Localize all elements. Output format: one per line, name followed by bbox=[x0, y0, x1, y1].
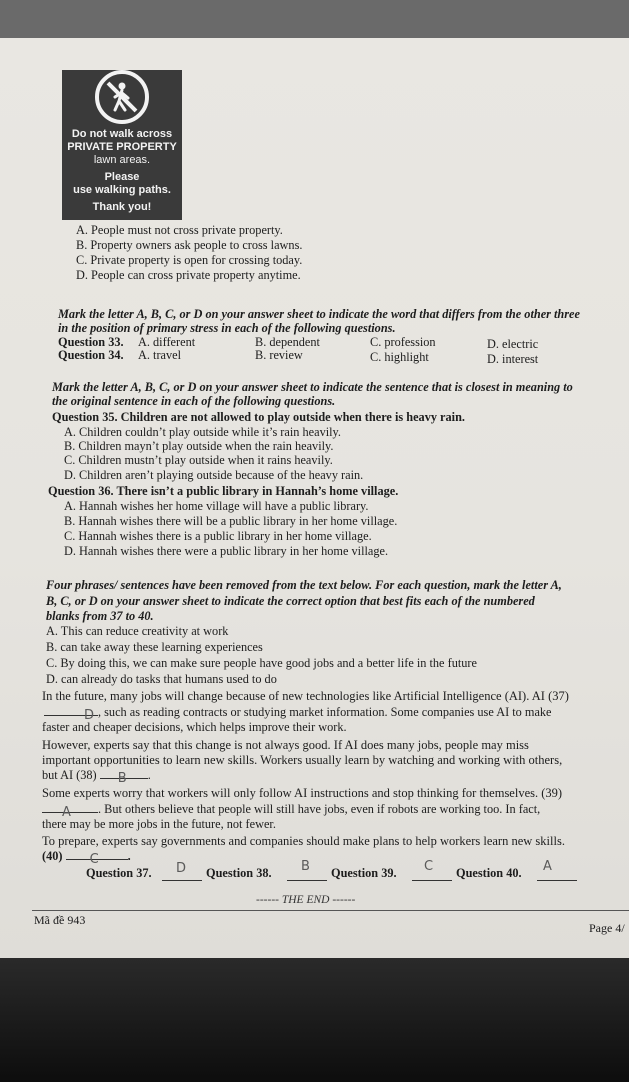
q32-option-b: B. Property owners ask people to cross lawns. bbox=[76, 238, 303, 252]
blank-39 bbox=[42, 805, 98, 820]
answer-39-label: Question 39. bbox=[331, 866, 397, 880]
passage-line-8: A . But others believe that people will still have jobs, even if robots are working too. In fact, bbox=[42, 802, 540, 816]
q34-option-d: D. interest bbox=[487, 352, 539, 366]
blank-37-mark: D bbox=[84, 708, 95, 723]
answer-38-mark: B bbox=[301, 859, 310, 874]
q36-option-c: C. Hannah wishes there is a public library in her home village. bbox=[64, 529, 372, 543]
no-walking-sign bbox=[62, 70, 182, 220]
sign-line-2: PRIVATE PROPERTY bbox=[67, 141, 177, 153]
q33-option-c: C. profession bbox=[370, 335, 436, 349]
answer-39[interactable] bbox=[412, 859, 452, 884]
closest-instruction-1: Mark the letter A, B, C, or D on your answer sheet to indicate the sentence that is closest in meaning to bbox=[52, 380, 573, 394]
passage-line-1: In the future, many jobs will change because of new technologies like Artificial Intelligence (AI). AI (37) bbox=[42, 689, 569, 703]
phrase-option-d: D. can already do tasks that humans used to do bbox=[46, 672, 277, 686]
sign-line-6: Thank you! bbox=[92, 201, 152, 213]
the-end-marker: ------ THE END ------ bbox=[256, 894, 356, 906]
q35-option-c: C. Children mustn’t play outside when it rains heavily. bbox=[64, 453, 333, 467]
stress-instruction-1: Mark the letter A, B, C, or D on your answer sheet to indicate the word that differs from the other three bbox=[58, 307, 580, 321]
q32-option-a: A. People must not cross private property. bbox=[76, 223, 283, 237]
q36-option-d: D. Hannah wishes there were a public library in her home village. bbox=[64, 544, 389, 558]
q36-stem: Question 36. There isn’t a public library in Hannah’s home village. bbox=[48, 484, 399, 498]
answer-38-label: Question 38. bbox=[206, 866, 272, 880]
q33-option-d: D. electric bbox=[487, 337, 539, 351]
blank-37 bbox=[44, 708, 98, 723]
phrases-instruction-3: blanks from 37 to 40. bbox=[46, 609, 154, 623]
answer-37-mark: D bbox=[176, 861, 187, 876]
no-walking-icon bbox=[95, 70, 149, 124]
footer-rule bbox=[32, 910, 629, 911]
phrases-instruction-2: B, C, or D on your answer sheet to indicate the correct option that best fits each of the numbered bbox=[46, 594, 535, 608]
passage-line-7: Some experts worry that workers will only follow AI instructions and stop thinking for themselves. (39) bbox=[42, 786, 563, 800]
answer-39-mark: C bbox=[424, 859, 434, 874]
q33-option-a: A. different bbox=[138, 335, 196, 349]
q35-option-b: B. Children mayn’t play outside when the rain heavily. bbox=[64, 439, 334, 453]
answer-37-label: Question 37. bbox=[86, 866, 152, 880]
sign-line-3: lawn areas. bbox=[93, 154, 151, 166]
q33-option-b: B. dependent bbox=[255, 335, 320, 349]
q35-stem: Question 35. Children are not allowed to play outside when there is heavy rain. bbox=[52, 410, 465, 424]
blank-38 bbox=[100, 771, 148, 786]
q34-option-a: A. travel bbox=[138, 348, 182, 362]
q36-option-a: A. Hannah wishes her home village will have a public library. bbox=[64, 499, 369, 513]
phrase-option-b: B. can take away these learning experiences bbox=[46, 640, 263, 654]
q34-label: Question 34. bbox=[58, 348, 124, 362]
q34-option-b: B. review bbox=[255, 348, 303, 362]
phrase-option-a: A. This can reduce creativity at work bbox=[46, 624, 229, 638]
blank-38-mark: B bbox=[117, 771, 127, 786]
passage-line-5: important opportunities to learn new skills. Workers usually learn by watching and working with others, bbox=[42, 753, 563, 767]
passage-line-11: (40) C . bbox=[42, 849, 131, 867]
sign-line-5: use walking paths. bbox=[73, 184, 171, 196]
answer-38[interactable] bbox=[287, 859, 327, 884]
closest-instruction-2: the original sentence in each of the following questions. bbox=[52, 394, 336, 408]
passage-line-10: To prepare, experts say governments and companies should make plans to help workers learn new skills. bbox=[42, 834, 565, 848]
passage-line-3: faster and cheaper decisions, which helps improve their work. bbox=[42, 720, 347, 734]
page-number: Page 4/ bbox=[589, 921, 625, 935]
passage-line-2: D , such as reading contracts or studying market information. Some companies use AI to make bbox=[44, 705, 552, 719]
answer-40-label: Question 40. bbox=[456, 866, 522, 880]
stress-instruction-2: in the position of primary stress in each of the following questions. bbox=[58, 321, 396, 335]
passage-line-9: there may be more jobs in the future, not fewer. bbox=[42, 817, 276, 831]
q32-option-c: C. Private property is open for crossing today. bbox=[76, 253, 303, 267]
q35-option-d: D. Children aren’t playing outside because of the heavy rain. bbox=[64, 468, 364, 482]
phrases-instruction-1: Four phrases/ sentences have been removed from the text below. For each question, mark the letter A, bbox=[46, 578, 562, 592]
answer-37[interactable] bbox=[162, 861, 202, 884]
q34-option-c: C. highlight bbox=[370, 350, 429, 364]
q35-option-a: A. Children couldn’t play outside while it’s rain heavily. bbox=[64, 425, 341, 439]
q36-option-b: B. Hannah wishes there will be a public library in her home village. bbox=[64, 514, 398, 528]
passage-line-6: but AI (38) B . bbox=[42, 768, 151, 786]
q33-label: Question 33. bbox=[58, 335, 124, 349]
background-bottom bbox=[0, 958, 629, 1082]
sign-line-1: Do not walk across bbox=[71, 128, 173, 140]
sign-line-4: Please bbox=[104, 171, 140, 183]
q32-option-d: D. People can cross private property anytime. bbox=[76, 268, 301, 282]
phrase-option-c: C. By doing this, we can make sure people have good jobs and a better life in the future bbox=[46, 656, 477, 670]
blank-39-mark: A bbox=[62, 805, 71, 820]
answer-40-mark: A bbox=[543, 859, 552, 874]
exam-code: Mã đề 943 bbox=[34, 913, 86, 927]
blank-40-mark: C bbox=[89, 852, 99, 867]
background-top bbox=[0, 0, 629, 40]
passage-line-4: However, experts say that this change is not always good. If AI does many jobs, people may miss bbox=[42, 738, 529, 752]
answer-40[interactable] bbox=[537, 859, 577, 884]
